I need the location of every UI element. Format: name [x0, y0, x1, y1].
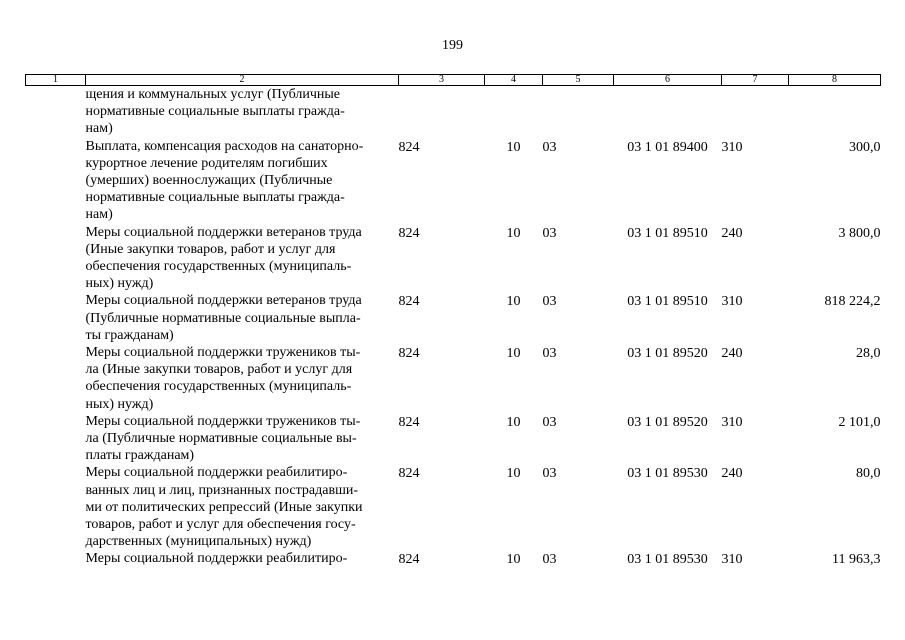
expense-name-line: Меры социальной поддержки ветеранов труда — [85, 224, 362, 240]
ministry-code-cell: 824 — [398, 552, 420, 568]
expense-name-cell — [86, 86, 399, 138]
expense-name-line: (Публичные нормативные социальные выпла- — [85, 310, 361, 326]
table-row — [26, 344, 881, 413]
expense-name-line: (умерших) военнослужащих (Публичные — [85, 173, 333, 189]
section-code-cell: 10 — [506, 294, 521, 310]
column-number: 5 — [543, 75, 614, 86]
section-code-cell: 10 — [506, 466, 521, 482]
section-code-cell: 10 — [506, 552, 521, 568]
ministry-code-cell: 824 — [398, 294, 420, 310]
ministry-code-cell: 824 — [398, 466, 420, 482]
expense-name-line: обеспечения государственных (муниципаль- — [85, 259, 352, 275]
expense-name-line: курортное лечение родителям погибших — [85, 155, 328, 171]
column-number: 8 — [789, 75, 881, 86]
column-number-row — [26, 75, 881, 86]
target-article-cell: 03 1 01 89530 — [627, 552, 708, 568]
subsection-code-cell: 03 — [542, 414, 557, 430]
subsection-code-cell — [543, 86, 614, 138]
section-code-cell: 10 — [506, 139, 521, 155]
ministry-code-cell: 824 — [398, 225, 420, 241]
expense-type-cell — [722, 86, 789, 138]
row-index-cell — [26, 292, 86, 344]
row-index-cell — [26, 550, 86, 568]
section-code-cell: 10 — [506, 346, 521, 362]
subsection-code-cell: 03 — [542, 225, 557, 241]
column-number: 1 — [26, 75, 86, 86]
expense-name-line: щения и коммунальных услуг (Публичные — [85, 87, 340, 102]
expense-name-line: товаров, работ и услуг для обеспечения госу- — [85, 517, 356, 533]
expense-type-cell: 310 — [721, 552, 743, 568]
expense-name-line: ванных лиц и лиц, признанных пострадавши- — [85, 482, 359, 498]
row-index-cell — [26, 138, 86, 224]
expense-name-cell — [86, 138, 399, 224]
subsection-code-cell: 03 — [542, 552, 557, 568]
table-row — [26, 138, 881, 224]
row-index-cell — [26, 86, 86, 138]
section-code-cell: 10 — [506, 225, 521, 241]
expense-type-cell: 310 — [721, 414, 743, 430]
expense-name-line: нормативные социальные выплаты гражда- — [85, 190, 345, 206]
expense-name-line: Меры социальной поддержки ветеранов труда — [85, 293, 362, 309]
subsection-code-cell: 03 — [542, 346, 557, 362]
expense-type-cell: 240 — [721, 346, 743, 362]
row-index-cell — [26, 413, 86, 465]
expense-name-cell — [86, 344, 399, 413]
expense-name-line: ла (Иные закупки товаров, работ и услуг для — [85, 362, 353, 378]
expense-name-line: (Иные закупки товаров, работ и услуг для — [85, 241, 336, 257]
amount-cell: 818 224,2 — [824, 294, 881, 310]
subsection-code-cell: 03 — [542, 466, 557, 482]
expense-name-line: ных) нужд) — [85, 396, 154, 412]
amount-cell: 2 101,0 — [838, 414, 881, 430]
expense-name-line: нам) — [85, 207, 113, 223]
amount-cell — [789, 86, 881, 138]
expense-type-cell: 310 — [721, 139, 743, 155]
subsection-code-cell: 03 — [542, 139, 557, 155]
target-article-cell: 03 1 01 89510 — [627, 225, 708, 241]
expense-name-line: ты гражданам) — [85, 327, 174, 343]
target-article-cell: 03 1 01 89520 — [627, 414, 708, 430]
target-article-cell: 03 1 01 89400 — [627, 139, 708, 155]
expense-name-line: платы гражданам) — [85, 448, 195, 464]
ministry-code-cell: 824 — [398, 139, 420, 155]
target-article-cell: 03 1 01 89520 — [627, 346, 708, 362]
expense-name-cell — [86, 224, 399, 293]
table-row — [26, 464, 881, 550]
target-article-cell — [614, 86, 722, 138]
expense-name-line: Меры социальной поддержки реабилитиро- — [85, 465, 348, 481]
expense-name-line: Меры социальной поддержки тружеников ты- — [85, 345, 361, 361]
expense-name-cell — [86, 464, 399, 550]
expense-name-cell — [86, 413, 399, 465]
section-code-cell — [485, 86, 543, 138]
column-number: 2 — [86, 75, 399, 86]
expense-name-line: нормативные социальные выплаты гражда- — [85, 104, 345, 120]
row-index-cell — [26, 464, 86, 550]
amount-cell: 3 800,0 — [838, 225, 881, 241]
column-number: 3 — [399, 75, 485, 86]
amount-cell: 80,0 — [856, 466, 881, 482]
table-row — [26, 224, 881, 293]
amount-cell: 11 963,3 — [832, 552, 881, 568]
ministry-code-cell: 824 — [398, 414, 420, 430]
expense-type-cell: 310 — [721, 294, 743, 310]
target-article-cell: 03 1 01 89530 — [627, 466, 708, 482]
expense-type-cell: 240 — [721, 466, 743, 482]
expense-name-line: ных) нужд) — [85, 276, 154, 292]
expense-name-line: Меры социальной поддержки тружеников ты- — [85, 413, 361, 429]
page-number: 199 — [442, 38, 463, 53]
expense-name-line: ми от политических репрессий (Иные закупки — [85, 499, 363, 515]
expense-type-cell: 240 — [721, 225, 743, 241]
row-index-cell — [26, 344, 86, 413]
ministry-code-cell — [399, 86, 485, 138]
expense-name-line: нам) — [85, 121, 113, 137]
budget-table — [25, 74, 881, 569]
expense-name-cell — [86, 550, 399, 568]
column-number: 6 — [614, 75, 722, 86]
table-row — [26, 292, 881, 344]
table-row — [26, 86, 881, 138]
expense-name-line: ла (Публичные нормативные социальные вы- — [85, 431, 357, 447]
expense-name-line: Выплата, компенсация расходов на санаторно- — [85, 138, 364, 154]
column-number: 7 — [722, 75, 789, 86]
column-number: 4 — [485, 75, 543, 86]
ministry-code-cell: 824 — [398, 346, 420, 362]
section-code-cell: 10 — [506, 414, 521, 430]
table-row — [26, 413, 881, 465]
amount-cell: 300,0 — [849, 139, 881, 155]
target-article-cell: 03 1 01 89510 — [627, 294, 708, 310]
expense-name-line: Меры социальной поддержки реабилитиро- — [85, 551, 348, 567]
expense-name-cell — [86, 292, 399, 344]
row-index-cell — [26, 224, 86, 293]
expense-name-line: обеспечения государственных (муниципаль- — [85, 379, 352, 395]
subsection-code-cell: 03 — [542, 294, 557, 310]
expense-name-line: дарственных (муниципальных) нужд) — [85, 534, 312, 550]
amount-cell: 28,0 — [856, 346, 881, 362]
table-row — [26, 550, 881, 568]
